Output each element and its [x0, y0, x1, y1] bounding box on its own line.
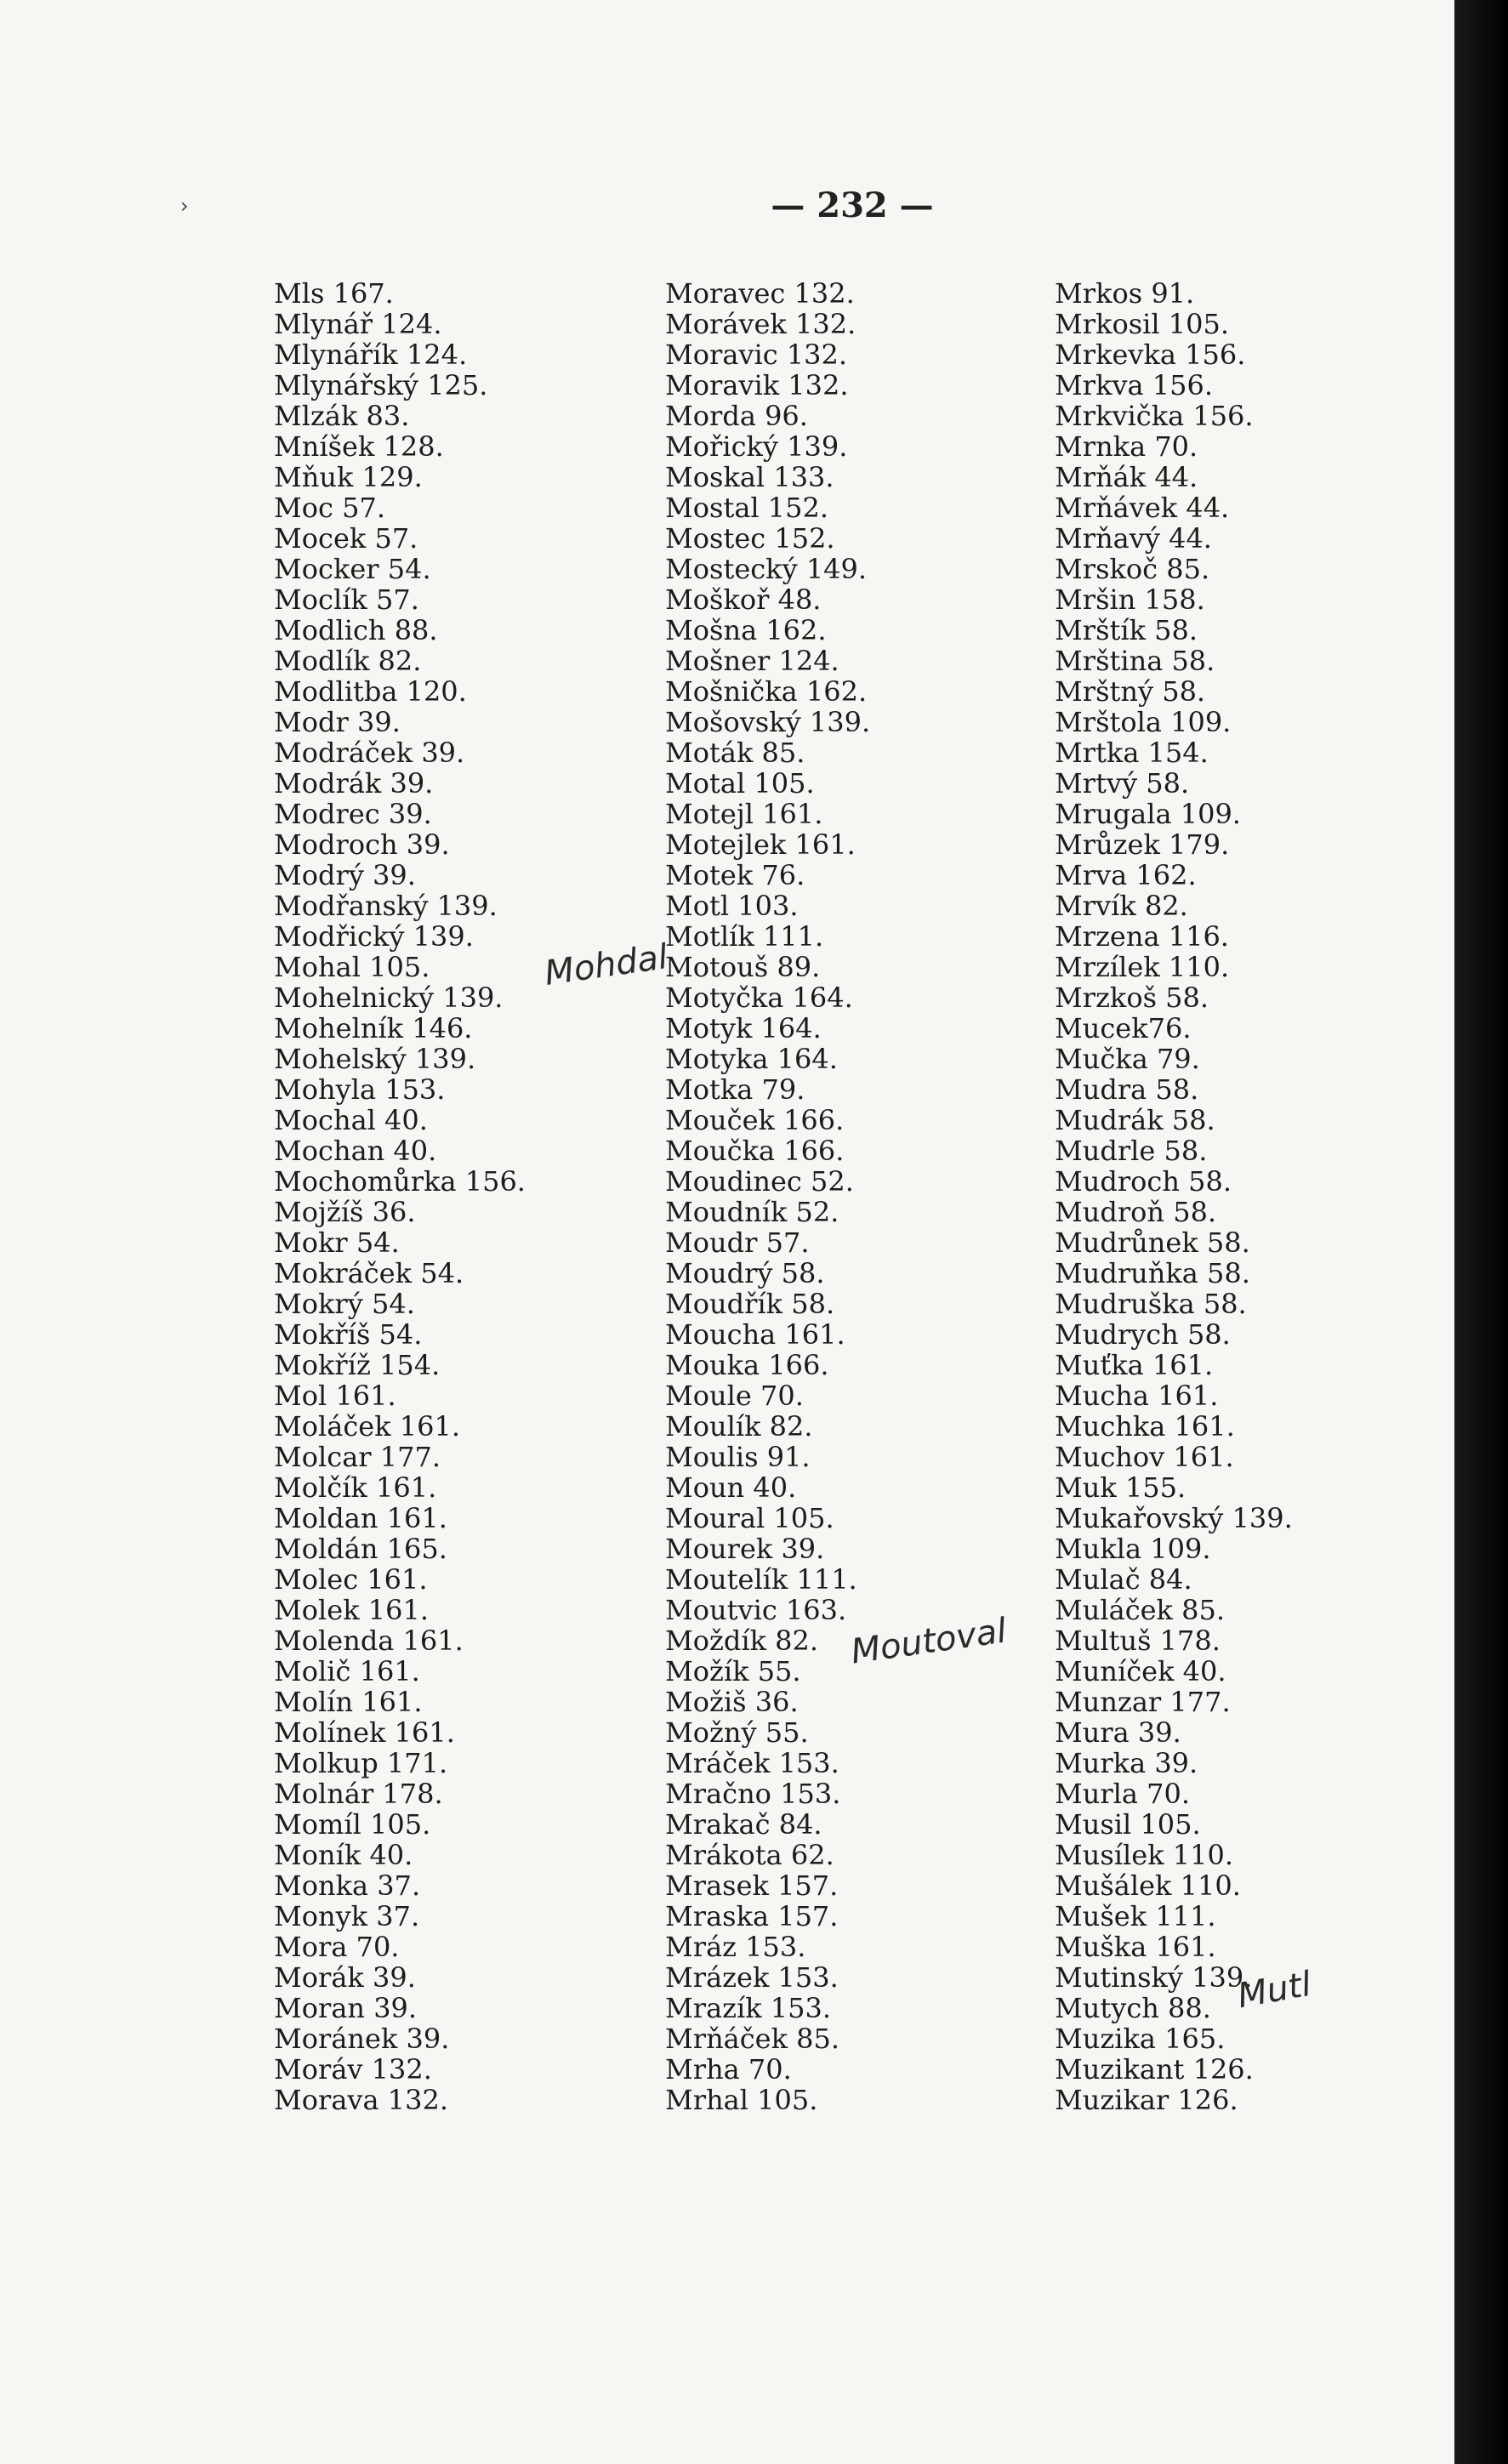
index-entry: Mršin 158.	[1055, 583, 1205, 616]
index-entry: Morávek 132.	[665, 308, 856, 340]
index-entry: Mlzák 83.	[274, 400, 410, 432]
index-entry: Mrkos 91.	[1055, 277, 1195, 310]
index-entry: Mutych 88.	[1055, 1992, 1211, 2024]
name-column-2	[665, 278, 870, 2115]
index-entry: Modrec 39.	[274, 798, 432, 830]
index-entry: Mrkosil 105.	[1055, 308, 1230, 340]
index-entry: Moun 40.	[665, 1471, 797, 1504]
index-entry: Mrštík 58.	[1055, 614, 1198, 646]
index-entry: Mrňávek 44.	[1055, 492, 1230, 524]
name-column-3	[1055, 278, 1293, 2115]
index-entry: Mošna 162.	[665, 614, 827, 646]
index-entry: Modrý 39.	[274, 859, 416, 891]
index-entry: Modřanský 139.	[274, 890, 498, 922]
index-entry: Moškoř 48.	[665, 583, 822, 616]
index-entry: Modlich 88.	[274, 614, 438, 646]
index-entry: Mrkva 156.	[1055, 369, 1214, 401]
index-entry: Muk 155.	[1055, 1471, 1186, 1504]
index-entry: Mrva 162.	[1055, 859, 1197, 891]
handwritten-note: Mutl	[1234, 1964, 1315, 2017]
index-entry: Multuš 178.	[1055, 1625, 1221, 1657]
index-entry: Mušálek 110.	[1055, 1869, 1241, 1902]
page-number: — 232 —	[771, 185, 934, 225]
index-entry: Mukařovský 139.	[1055, 1502, 1293, 1534]
index-entry: Mošovský 139.	[665, 706, 871, 738]
index-entry: Mrzílek 110.	[1055, 951, 1230, 983]
index-entry: Mrkevka 156.	[1055, 339, 1246, 371]
index-entry: Mrasek 157.	[665, 1869, 839, 1902]
index-entry: Mrhal 105.	[665, 2084, 818, 2116]
index-entry: Mojžíš 36.	[274, 1196, 416, 1228]
index-entry: Mohelnický 139.	[274, 982, 504, 1014]
index-entry: Mrňák 44.	[1055, 461, 1198, 493]
index-entry: Molín 161.	[274, 1686, 423, 1718]
index-entry: Mokříš 54.	[274, 1318, 423, 1351]
index-entry: Mostecký 149.	[665, 553, 868, 585]
index-entry: Mudruňka 58.	[1055, 1257, 1250, 1289]
index-entry: Mrzena 116.	[1055, 920, 1229, 953]
index-entry: Monka 37.	[274, 1869, 421, 1902]
index-entry: Muška 161.	[1055, 1931, 1216, 1963]
index-entry: Motek 76.	[665, 859, 805, 891]
index-entry: Mostec 152.	[665, 522, 835, 555]
index-entry: Morava 132.	[274, 2084, 448, 2116]
index-entry: Moravic 132.	[665, 339, 848, 371]
index-entry: Molínek 161.	[274, 1716, 455, 1749]
index-entry: Moskal 133.	[665, 461, 834, 493]
index-entry: Mudrůnek 58.	[1055, 1226, 1250, 1259]
index-entry: Moláček 161.	[274, 1410, 461, 1443]
index-entry: Moudr 57.	[665, 1226, 810, 1259]
index-entry: Momíl 105.	[274, 1808, 431, 1841]
index-entry: Motyka 164.	[665, 1043, 838, 1075]
index-entry: Moučka 166.	[665, 1135, 845, 1167]
index-entry: Mrňáček 85.	[665, 2023, 840, 2055]
index-entry: Muzika 165.	[1055, 2023, 1226, 2055]
index-entry: Modrák 39.	[274, 767, 434, 800]
index-entry: Moldán 165.	[274, 1533, 447, 1565]
index-entry: Muláček 85.	[1055, 1594, 1225, 1626]
index-entry: Moutelík 111.	[665, 1563, 857, 1596]
index-entry: Mučka 79.	[1055, 1043, 1200, 1075]
index-entry: Moudrý 58.	[665, 1257, 825, 1289]
index-entry: Mohal 105.	[274, 951, 430, 983]
index-entry: Mudra 58.	[1055, 1073, 1199, 1106]
index-entry: Molec 161.	[274, 1563, 428, 1596]
index-entry: Mudrák 58.	[1055, 1104, 1215, 1136]
margin-mark: ›	[180, 194, 189, 218]
index-entry: Možík 55.	[665, 1655, 801, 1687]
index-entry: Mráček 153.	[665, 1747, 839, 1779]
index-entry: Muťka 161.	[1055, 1349, 1214, 1381]
index-entry: Morák 39.	[274, 1961, 416, 1994]
index-entry: Mrzkoš 58.	[1055, 982, 1209, 1014]
index-entry: Muchov 161.	[1055, 1441, 1234, 1473]
index-entry: Mráz 153.	[665, 1931, 806, 1963]
index-entry: Motyčka 164.	[665, 982, 853, 1014]
index-entry: Motka 79.	[665, 1073, 805, 1106]
index-entry: Mocker 54.	[274, 553, 431, 585]
index-entry: Mora 70.	[274, 1931, 400, 1963]
index-entry: Mokříž 154.	[274, 1349, 441, 1381]
index-entry: Mucek76.	[1055, 1012, 1192, 1044]
index-entry: Mlynářský 125.	[274, 369, 488, 401]
index-entry: Modr 39.	[274, 706, 401, 738]
index-entry: Mušek 111.	[1055, 1900, 1216, 1932]
handwritten-note: Moutoval	[848, 1611, 1010, 1672]
index-entry: Mrnka 70.	[1055, 430, 1198, 463]
index-entry: Mochan 40.	[274, 1135, 437, 1167]
index-entry: Molek 161.	[274, 1594, 430, 1626]
index-entry: Morda 96.	[665, 400, 808, 432]
index-entry: Mudrle 58.	[1055, 1135, 1208, 1167]
index-entry: Mrskoč 85.	[1055, 553, 1210, 585]
index-entry: Mlynář 124.	[274, 308, 442, 340]
index-entry: Modřický 139.	[274, 920, 474, 953]
index-entry: Mníšek 128.	[274, 430, 444, 463]
index-entry: Modráček 39.	[274, 737, 465, 769]
index-entry: Motlík 111.	[665, 920, 824, 953]
index-entry: Modlík 82.	[274, 645, 422, 677]
index-entry: Mohelský 139.	[274, 1043, 476, 1075]
index-entry: Moule 70.	[665, 1380, 804, 1412]
index-entry: Mošnička 162.	[665, 675, 868, 708]
index-entry: Munzar 177.	[1055, 1686, 1231, 1718]
index-entry: Mochal 40.	[274, 1104, 428, 1136]
index-entry: Mura 39.	[1055, 1716, 1181, 1749]
index-entry: Mrňavý 44.	[1055, 522, 1212, 555]
index-entry: Mrázek 153.	[665, 1961, 839, 1994]
index-entry: Možný 55.	[665, 1716, 809, 1749]
index-entry: Muníček 40.	[1055, 1655, 1226, 1687]
index-entry: Moráv 132.	[274, 2053, 432, 2086]
index-entry: Moník 40.	[274, 1839, 413, 1871]
index-entry: Mořický 139.	[665, 430, 848, 463]
index-entry: Mouček 166.	[665, 1104, 845, 1136]
index-entry: Mohyla 153.	[274, 1073, 446, 1106]
index-entry: Mokr 54.	[274, 1226, 400, 1259]
index-entry: Molenda 161.	[274, 1625, 464, 1657]
name-column-1	[274, 278, 526, 2115]
index-entry: Modroch 39.	[274, 828, 450, 861]
index-entry: Mouka 166.	[665, 1349, 829, 1381]
index-entry: Mračno 153.	[665, 1778, 841, 1810]
index-entry: Modlitba 120.	[274, 675, 467, 708]
index-entry: Moravik 132.	[665, 369, 849, 401]
index-entry: Mrakač 84.	[665, 1808, 822, 1841]
index-entry: Mrtka 154.	[1055, 737, 1209, 769]
index-entry: Mudroch 58.	[1055, 1165, 1232, 1198]
index-entry: Motouš 89.	[665, 951, 821, 983]
index-entry: Motal 105.	[665, 767, 815, 800]
index-entry: Muchka 161.	[1055, 1410, 1235, 1443]
index-entry: Mraska 157.	[665, 1900, 839, 1932]
index-entry: Mrha 70.	[665, 2053, 792, 2086]
index-entry: Monyk 37.	[274, 1900, 420, 1932]
index-entry: Molkup 171.	[274, 1747, 448, 1779]
index-entry: Moran 39.	[274, 1992, 418, 2024]
index-entry: Mol 161.	[274, 1380, 396, 1412]
index-entry: Mrštola 109.	[1055, 706, 1232, 738]
index-entry: Motyk 164.	[665, 1012, 822, 1044]
index-entry: Moudřík 58.	[665, 1288, 835, 1320]
index-entry: Musil 105.	[1055, 1808, 1201, 1841]
index-entry: Moldan 161.	[274, 1502, 447, 1534]
index-entry: Moclík 57.	[274, 583, 419, 616]
index-entry: Moutvic 163.	[665, 1594, 847, 1626]
index-entry: Molcar 177.	[274, 1441, 441, 1473]
index-entry: Mrtvý 58.	[1055, 767, 1190, 800]
index-entry: Mrvík 82.	[1055, 890, 1188, 922]
index-entry: Mochomůrka 156.	[274, 1165, 526, 1198]
index-entry: Molčík 161.	[274, 1471, 437, 1504]
index-entry: Mudruška 58.	[1055, 1288, 1247, 1320]
index-entry: Moc 57.	[274, 492, 386, 524]
index-entry: Murka 39.	[1055, 1747, 1198, 1779]
index-entry: Mulač 84.	[1055, 1563, 1192, 1596]
index-entry: Mostal 152.	[665, 492, 829, 524]
index-entry: Mudrych 58.	[1055, 1318, 1231, 1351]
index-entry: Moránek 39.	[274, 2023, 450, 2055]
index-entry: Možiš 36.	[665, 1686, 799, 1718]
index-entry: Moudník 52.	[665, 1196, 839, 1228]
index-entry: Mokrý 54.	[274, 1288, 415, 1320]
index-entry: Mrazík 153.	[665, 1992, 832, 2024]
index-entry: Mrákota 62.	[665, 1839, 834, 1871]
index-entry: Moural 105.	[665, 1502, 834, 1534]
index-entry: Molnár 178.	[274, 1778, 443, 1810]
index-entry: Moulík 82.	[665, 1410, 813, 1443]
index-entry: Mošner 124.	[665, 645, 839, 677]
index-entry: Mrština 58.	[1055, 645, 1215, 677]
index-entry: Moždík 82.	[665, 1625, 819, 1657]
index-entry: Mls 167.	[274, 277, 394, 310]
index-entry: Mrštný 58.	[1055, 675, 1206, 708]
handwritten-note: Mohdal	[542, 937, 670, 993]
index-entry: Mutinský 139.	[1055, 1961, 1253, 1994]
index-entry: Mucha 161.	[1055, 1380, 1219, 1412]
index-entry: Mrugala 109.	[1055, 798, 1241, 830]
index-entry: Moucha 161.	[665, 1318, 845, 1351]
index-entry: Mrůzek 179.	[1055, 828, 1230, 861]
index-entry: Murla 70.	[1055, 1778, 1191, 1810]
index-entry: Moravec 132.	[665, 277, 855, 310]
index-entry: Moták 85.	[665, 737, 805, 769]
index-entry: Mňuk 129.	[274, 461, 423, 493]
index-entry: Moulis 91.	[665, 1441, 811, 1473]
index-entry: Motejlek 161.	[665, 828, 856, 861]
index-entry: Mudroň 58.	[1055, 1196, 1217, 1228]
index-entry: Mocek 57.	[274, 522, 418, 555]
index-entry: Mohelník 146.	[274, 1012, 473, 1044]
index-entry: Molič 161.	[274, 1655, 420, 1687]
index-entry: Mukla 109.	[1055, 1533, 1211, 1565]
index-entry: Muzikant 126.	[1055, 2053, 1254, 2086]
index-entry: Mlynářík 124.	[274, 339, 468, 371]
index-entry: Muzikar 126.	[1055, 2084, 1238, 2116]
index-entry: Motl 103.	[665, 890, 799, 922]
index-entry: Moudinec 52.	[665, 1165, 854, 1198]
index-entry: Mrkvička 156.	[1055, 400, 1254, 432]
index-entry: Musílek 110.	[1055, 1839, 1234, 1871]
index-entry: Motejl 161.	[665, 798, 823, 830]
index-entry: Mokráček 54.	[274, 1257, 464, 1289]
index-entry: Mourek 39.	[665, 1533, 825, 1565]
scan-border	[1454, 0, 1508, 2464]
